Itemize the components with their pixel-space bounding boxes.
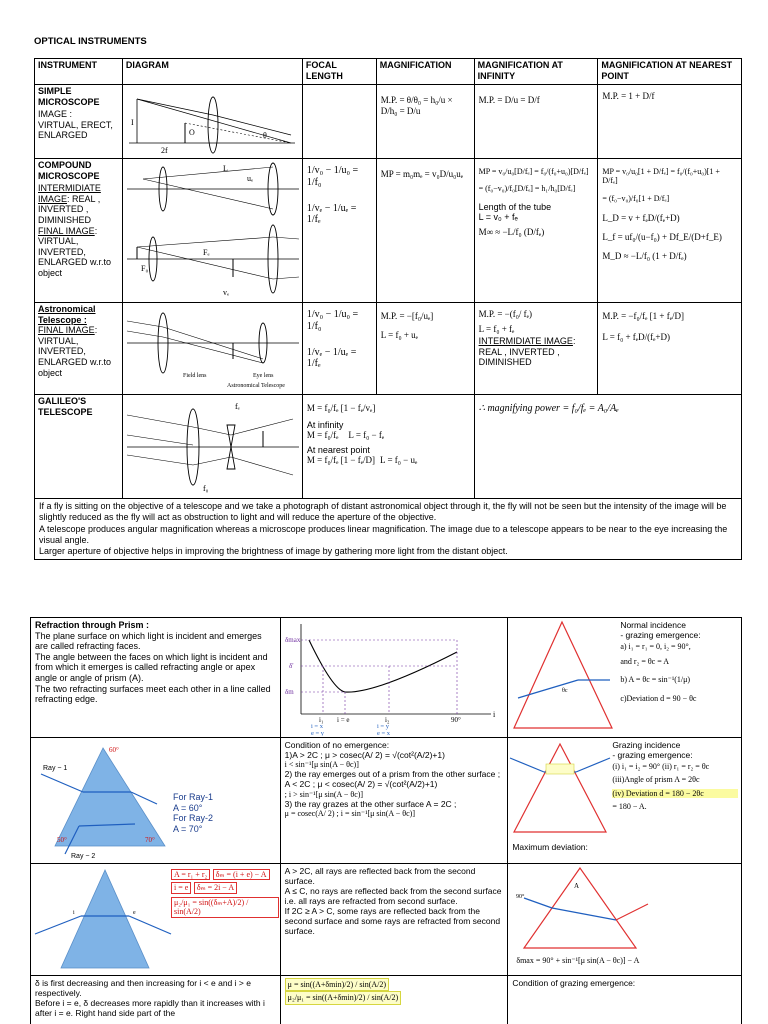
eq-ie: i = e [171,882,191,893]
eq-dm: δₘ = 2i − A [194,882,237,893]
compound-mag-near1: MP = v₀/u₀[1 + D/fₑ] = f₀/(f₀+u₀)[1 + D/fₑ] [602,167,720,186]
astro-mag-near1: M.P. = −f₀/fₑ [1 + fₑ/D] [602,311,685,321]
astro-mag1: M.P. = −[f₀/uₑ] [380,311,434,321]
maxdev-label-a: A [574,882,580,890]
diagram-label-ve: vₑ [222,288,229,297]
simple-microscope-diagram [123,85,301,157]
header-magnification-infinity: MAGNIFICATION AT INFINITY [474,59,598,85]
graph-label-i-axis: i [492,710,495,719]
diagram-label-ue: uₑ [246,174,253,183]
some-reflected: If 2C ≥ A > C, some rays are reflected back from the second surface and some rays are refracted from second surface. [284,906,501,937]
maxdev-label-90: 90° [516,894,525,900]
astro-mag-inf1: M.P. = −(f₀/ fₑ) [478,309,532,319]
astro-name: Astronomical Telescope : [38,304,96,325]
compound-microscope-name: COMPOUND MICROSCOPE [38,160,100,181]
header-instrument: INSTRUMENT [35,59,123,85]
eq-mu-left: μ₂/μ₁ [174,897,191,907]
header-magnification: MAGNIFICATION [376,59,474,85]
prism-row-3 [31,864,742,976]
no-emergence-2: 2) the ray emerges out of a prism from the other surface ; A < 2C ; μ < cosec(A/ 2) = √(cot²(A/2)+1) [284,769,501,790]
astro-mag-near2: L = f₀ + fₑD/(fₑ+D) [602,331,670,342]
compound-focal1: 1/v₀ − 1/u₀ = 1/f₀ [306,165,359,188]
prism-row-1 [31,618,742,738]
mu-eq: μ = sin((A+δmin)/2) / sin(A/2) [285,978,389,991]
prism-intro-1: The plane surface on which light is incident and emerges are called refracting faces. [35,630,262,652]
grazing-incidence-text [612,740,738,812]
diagram-label-fe-galileo: fₑ [234,402,240,411]
label-i: i [73,910,75,916]
deviation-graph [281,618,507,736]
compound-final-label: FINAL IMAGE [38,225,95,236]
galileo-at-near: At nearest point [306,444,370,455]
diagram-label-field-lens: Field lens [182,373,207,379]
simple-microscope-name: SIMPLE MICROSCOPE [38,86,100,107]
normal-c: c)Deviation d = 90 − θc [620,694,697,704]
apex-angle-label: 60° [109,746,119,754]
ray-2-label: Ray − 2 [71,853,96,860]
astronomical-telescope-diagram [123,303,301,393]
astro-mag-inf2: L = f₀ + fₑ [478,323,515,334]
galileo-f3b: L = f₀ − uₑ [380,455,418,466]
compound-mag-near3: L_D = v + fₑD/(fₑ+D) [602,213,680,224]
galileo-name: GALILEO'S TELESCOPE [38,396,93,417]
astro-inter-desc: : REAL , INVERTED , DIMINISHED [478,336,576,368]
maxdev-eq: δmax = 90° + sin⁻¹[μ sin(A − θc)] − A [516,956,640,965]
compound-mag-near2: = (f₀−v₀)/f₀[1 + D/fₑ] [602,193,670,203]
header-magnification-nearest: MAGNIFICATION AT NEAREST POINT [598,59,742,85]
astro-inter-label: INTERMIDIATE IMAGE [478,336,573,347]
diagram-label-2f: 2f [160,146,168,155]
simple-image-label: IMAGE : [38,109,73,120]
min-deviation-equations: A = r₁ + r₂ δₘ = (i + e) − A i = e δₘ = 2i − A μ₂/μ₁ = sin((δₘ+A)/2) / sin(A/2) [171,868,279,919]
normal-sub: - grazing emergence: [620,630,701,641]
normal-title: Normal incidence [620,620,686,630]
diagram-label-i: I [130,118,134,127]
diagram-caption: Astronomical Telescope [226,383,285,389]
delta-text: δ is first decreasing and then increasing for i < e and i > e respectively. [35,978,251,999]
normal-a: a) i₁ = r₁ = 0, i₂ = 90°, [620,642,691,652]
header-diagram: DIAGRAM [122,59,302,85]
diagram-label-o: O [188,128,195,137]
graph-label-ex: e = x [376,730,390,736]
galileo-f2: M = f₀/fₑ [306,430,339,441]
note-3: Larger aperture of objective helps in improving the brightness of image by gathering more light from the distant object. [39,546,508,556]
simple-image-desc: VIRTUAL, ERECT, ENLARGED [38,119,113,141]
compound-mag-inf3: M∞ ≈ −L/f₀ (D/fₑ) [478,227,545,238]
base-angle-right: 70° [145,836,155,844]
a1-text: A = 60° [173,802,203,813]
compound-tube-eq: L = v₀ + fₑ [478,212,518,223]
prism-intro-3: The two refracting surfaces meet each other in a line called refracting edge. [35,683,271,705]
header-focal-length: FOCAL LENGTH [302,59,376,85]
gi-2: (iii)Angle of prism A = 2θc [612,775,700,785]
maxdev-title: Maximum deviation: [512,842,588,852]
graph-label-i1: i₁ [318,716,324,724]
graph-label-dmax: δmax [284,636,301,644]
prism-table [30,617,742,1024]
galileo-f2b: L = f₀ − fₑ [348,430,385,441]
galileo-f1: M = f₀/fₑ [1 − fₑ/vₑ] [306,403,376,413]
base-angle-left: 50° [57,836,67,844]
astro-final-desc: : VIRTUAL, INVERTED, ENLARGED w.r.to object [38,325,112,378]
prism-rays-diagram [31,738,279,862]
graph-label-90: 90° [450,716,461,724]
table-row-compound-microscope [35,159,742,303]
ray-1-label: Ray − 1 [43,765,68,772]
normal-incidence-text [620,620,738,704]
page-title: OPTICAL INSTRUMENTS [34,36,147,47]
label-e: e [133,910,136,916]
simple-mag: M.P. = θ/θ₀ = h₀/u × D/h₀ = D/u [380,95,453,116]
no-emergence-1: 1)A > 2C ; μ > cosec(A/ 2) = √(cot²(A/2)+1) [284,750,445,761]
a2-text: A = 70° [173,823,203,834]
astro-focal2: 1/vₑ − 1/uₑ = 1/fₑ [306,346,357,370]
compound-mag: MP = m₀mₑ = v₀D/u₀uₑ [380,169,464,179]
no-emergence-3b: μ = cosec(A/ 2) ; i = sin⁻¹[μ sin(A − θc)] [284,808,415,818]
normal-b: b) A = θc = sin⁻¹(1/μ) [620,674,691,684]
astro-final-label: FINAL IMAGE [38,325,95,336]
normal-and: and r₂ = θc = A [620,657,670,667]
graph-label-dm: δm [284,688,294,696]
table-row-astronomical-telescope [35,303,742,395]
gi-4: = 180 − A. [612,802,647,812]
prism-row-4 [31,976,742,1024]
compound-inter-label: INTERMIDIATE IMAGE [38,183,101,204]
gi-title: Grazing incidence [612,740,681,750]
galileo-f3: M = f₀/fₑ [1 − fₑ/D] [306,455,376,466]
astro-focal1: 1/v₀ − 1/u₀ = 1/f₀ [306,309,359,332]
compound-mag-inf2: = (f₀−v₀)/f₀[D/fₑ] = h₁/h₀[D/fₑ] [478,184,576,194]
delta-text2: Before i = e, δ decreases more rapidly than it increases with i after i = e. Right hand side part of the [35,998,265,1019]
prism-intro-2: The angle between the faces on which light is incident and from which it emerges is called refracting angle or apex angle or angle of prism (A). [35,651,268,684]
compound-tube-label: Length of the tube [478,201,552,212]
table-row-galileo-telescope [35,395,742,499]
optical-instruments-table [34,58,742,560]
no-emergence-2b: ; i > sin⁻¹[μ sin(A − θc)] [284,789,364,799]
diagram-label-f0-galileo: f₀ [202,484,209,493]
gi-3: (iv) Deviation d = 180 − 2θc [612,789,738,798]
prism-heading: Refraction through Prism : [35,620,150,630]
graph-label-iy: i = y [376,723,389,730]
diagram-label-eye-lens: Eye lens [252,373,274,379]
graph-label-i-eq-e: i = e [336,716,350,724]
table-row-simple-microscope [35,85,742,159]
eq-mu-right: sin((δₘ+A)/2) / sin(A/2) [174,897,249,917]
compound-mag-near4: L_f = uf₀/(u−f₀) + Df_E/(D+f_E) [602,231,722,242]
diagram-label-f0: F₀ [140,264,149,273]
compound-microscope-diagram [123,159,301,301]
prism-row-2 [31,738,742,864]
table-header-row [35,59,742,85]
ge-title: Condition of grazing emergence: [512,978,636,988]
galileo-telescope-diagram [123,395,301,497]
graph-label-ix: i = x [310,723,323,730]
all-reflected: A > 2C, all rays are reflected back from the second surface. [284,866,476,887]
note-1: If a fly is sitting on the objective of a telescope and we take a photograph of distant astronomical object through it, the fly will not be seen but the intensity of the image will be slightly reduced as the fly will act as obstruction to light and will reduce the aperture of the objective. [39,501,727,523]
galileo-at-infinity: At infinity [306,419,344,430]
ray1-text: For Ray-1 [173,792,214,802]
normal-theta-c: θc [562,688,568,694]
eq-a: A = r₁ + r₂ [171,869,210,880]
graph-label-i2: i₂ [384,716,390,724]
gi-sub: - grazing emergence: [612,750,693,761]
no-emergence-3: 3) the ray grazes at the other surface A = 2C ; [284,798,457,809]
mu-eq2: μ₂/μ₁ = sin((A+δmin)/2) / sin(A/2) [285,991,402,1004]
diagram-label-fe: Fₑ [202,248,210,257]
graph-label-ey: e = y [310,730,324,736]
table-row-notes [35,499,742,560]
astro-mag2: L = f₀ + uₑ [380,329,418,340]
compound-final-desc: : VIRTUAL, INVERTED, ENLARGED w.r.to object [38,225,112,279]
compound-focal2: 1/vₑ − 1/uₑ = 1/fₑ [306,202,357,226]
compound-mag-inf1: MP = v₀/u₀[D/fₑ] = f₀/(f₀+u₀)[D/fₑ] [478,167,589,176]
simple-mag-near: M.P. = 1 + D/f [602,91,655,101]
galileo-power: ∴ magnifying power = f₀/fₑ = A₀/Aₑ [478,403,619,414]
graph-label-dprime: δ' [288,662,294,670]
no-emergence-1b: i < sin⁻¹[μ sin(A − θc)] [284,760,359,770]
diagram-label-l: L [222,164,228,173]
compound-inter-desc: : REAL , INVERTED , DIMINISHED [38,193,101,226]
note-2: A telescope produces angular magnification whereas a microscope produces linear magnification. The image due to a telescope appears to be near to the eye increasing the visual angle. [39,523,728,545]
gi-1: (i) i₁ = i₂ = 90° (ii) r₁ = r₂ = θc [612,762,710,772]
ray-legend [173,792,213,834]
no-emergence-title: Condition of no emergence: [284,740,390,750]
ray2-text: For Ray-2 [173,813,214,824]
no-reflected: A ≤ C, no rays are reflected back from the second surface i.e. all rays are refracted from second surface. [284,886,502,907]
simple-mag-inf: M.P. = D/u = D/f [478,95,540,105]
compound-mag-near5: M_D ≈ −L/f₀ (1 + D/fₑ) [602,250,687,261]
diagram-label-theta: θ [262,131,267,140]
eq-d: δₘ = (i + e) − A [213,869,270,880]
